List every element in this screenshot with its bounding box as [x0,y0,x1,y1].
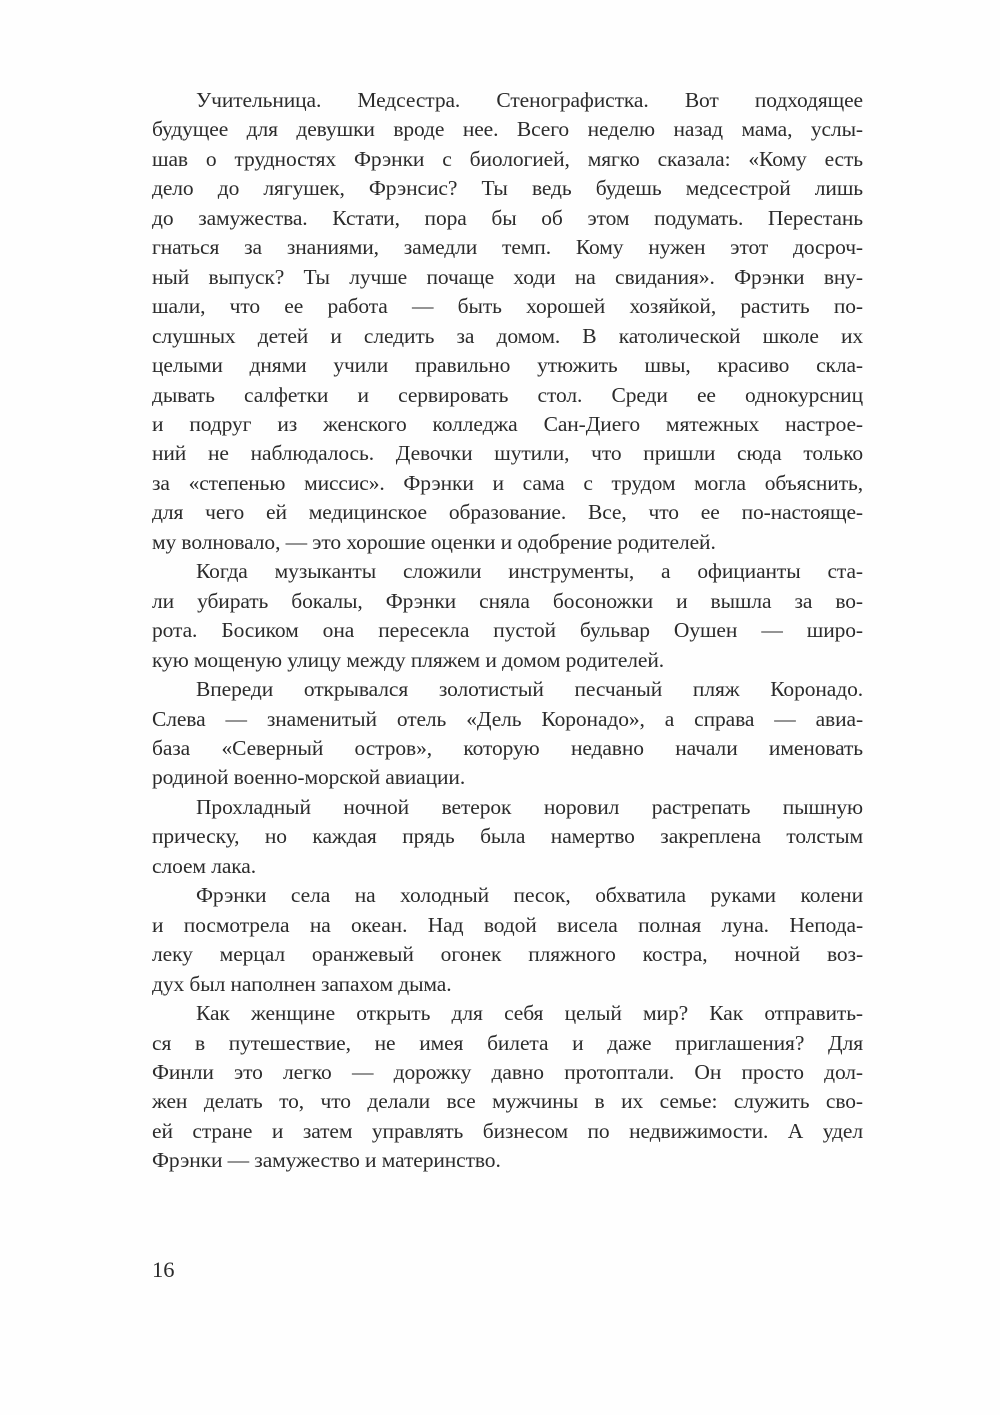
text-block [152,86,863,1176]
text-line: рота. Босиком она пересекла пустой бульвар Оушен — широ- [152,618,863,643]
text-line: база «Северный остров», которую недавно начали именовать [152,735,863,760]
text-line: и посмотрела на океан. Над водой висела полная луна. Непода- [152,912,863,937]
text-line: Когда музыканты сложили инструменты, а официанты ста- [196,559,863,584]
text-line: Фрэнки села на холодный песок, обхватила руками колени [196,883,863,908]
text-line: ний не наблюдалось. Девочки шутили, что пришли сюда только [152,441,863,466]
text-line: дух был наполнен запахом дыма. [152,971,452,996]
text-line: дело до лягушек, Фрэнсис? Ты ведь будешь медсестрой лишь [152,176,863,201]
text-line: Слева — знаменитый отель «Дель Коронадо», а справа — авиа- [152,706,863,731]
text-line: леку мерцал оранжевый огонек пляжного костра, ночной воз- [152,942,863,967]
paragraph [152,881,863,999]
text-line: шав о трудностях Фрэнки с биологией, мягко сказала: «Кому есть [152,146,863,171]
text-line: му волновало, — это хорошие оценки и одобрение родителей. [152,529,716,554]
paragraph [152,675,863,793]
text-line: до замужества. Кстати, пора бы об этом подумать. Перестань [152,205,863,230]
text-line: слоем лака. [152,853,257,878]
text-line: целыми днями учили правильно утюжить швы, красиво скла- [152,353,863,378]
paragraph [152,999,863,1176]
text-line: за «степенью миссис». Фрэнки и сама с трудом могла объяснить, [152,470,863,495]
text-line: Впереди открывался золотистый песчаный пляж Коронадо. [196,677,863,702]
text-line: для чего ей медицинское образование. Все, что ее по-настояще- [152,500,863,525]
text-line: Как женщине открыть для себя целый мир? Как отправить- [196,1001,863,1026]
text-line: ся в путешествие, не имея билета и даже приглашения? Для [152,1030,863,1055]
text-line: родиной военно-морской авиации. [152,765,466,790]
text-line: жен делать то, что делали все мужчины в их семье: служить сво- [152,1089,863,1114]
page-number: 16 [152,1257,175,1282]
text-line: и подруг из женского колледжа Сан-Диего мятежных настрое- [152,411,863,436]
text-line: Учительница. Медсестра. Стенографистка. Вот подходящее [196,88,863,112]
text-line: ей стране и затем управлять бизнесом по недвижимости. А удел [152,1118,863,1143]
text-line: Финли это легко — дорожку давно протоптали. Он просто дол- [152,1059,863,1084]
text-line: слушных детей и следить за домом. В католической школе их [152,323,863,348]
text-line: шали, что ее работа — быть хорошей хозяйкой, растить по- [152,294,863,319]
text-line: гнаться за знаниями, замедли темп. Кому нужен этот досроч- [152,235,863,260]
text-line: ный выпуск? Ты лучше почаще ходи на свидания». Фрэнки вну- [152,264,863,289]
text-line: кую мощеную улицу между пляжем и домом родителей. [152,647,665,672]
text-line: будущее для девушки вроде нее. Всего неделю назад мама, услы- [152,117,863,142]
text-line: Фрэнки — замужество и материнство. [152,1148,501,1173]
text-line: прическу, но каждая прядь была намертво закреплена толстым [152,824,863,849]
text-line: дывать салфетки и сервировать стол. Среди ее однокурсниц [152,382,863,407]
paragraph [152,557,863,675]
text-line: Прохладный ночной ветерок норовил растрепать пышную [196,794,863,819]
text-line: ли убирать бокалы, Фрэнки сняла босоножки и вышла за во- [152,588,863,613]
paragraph [152,86,863,557]
paragraph [152,793,863,881]
